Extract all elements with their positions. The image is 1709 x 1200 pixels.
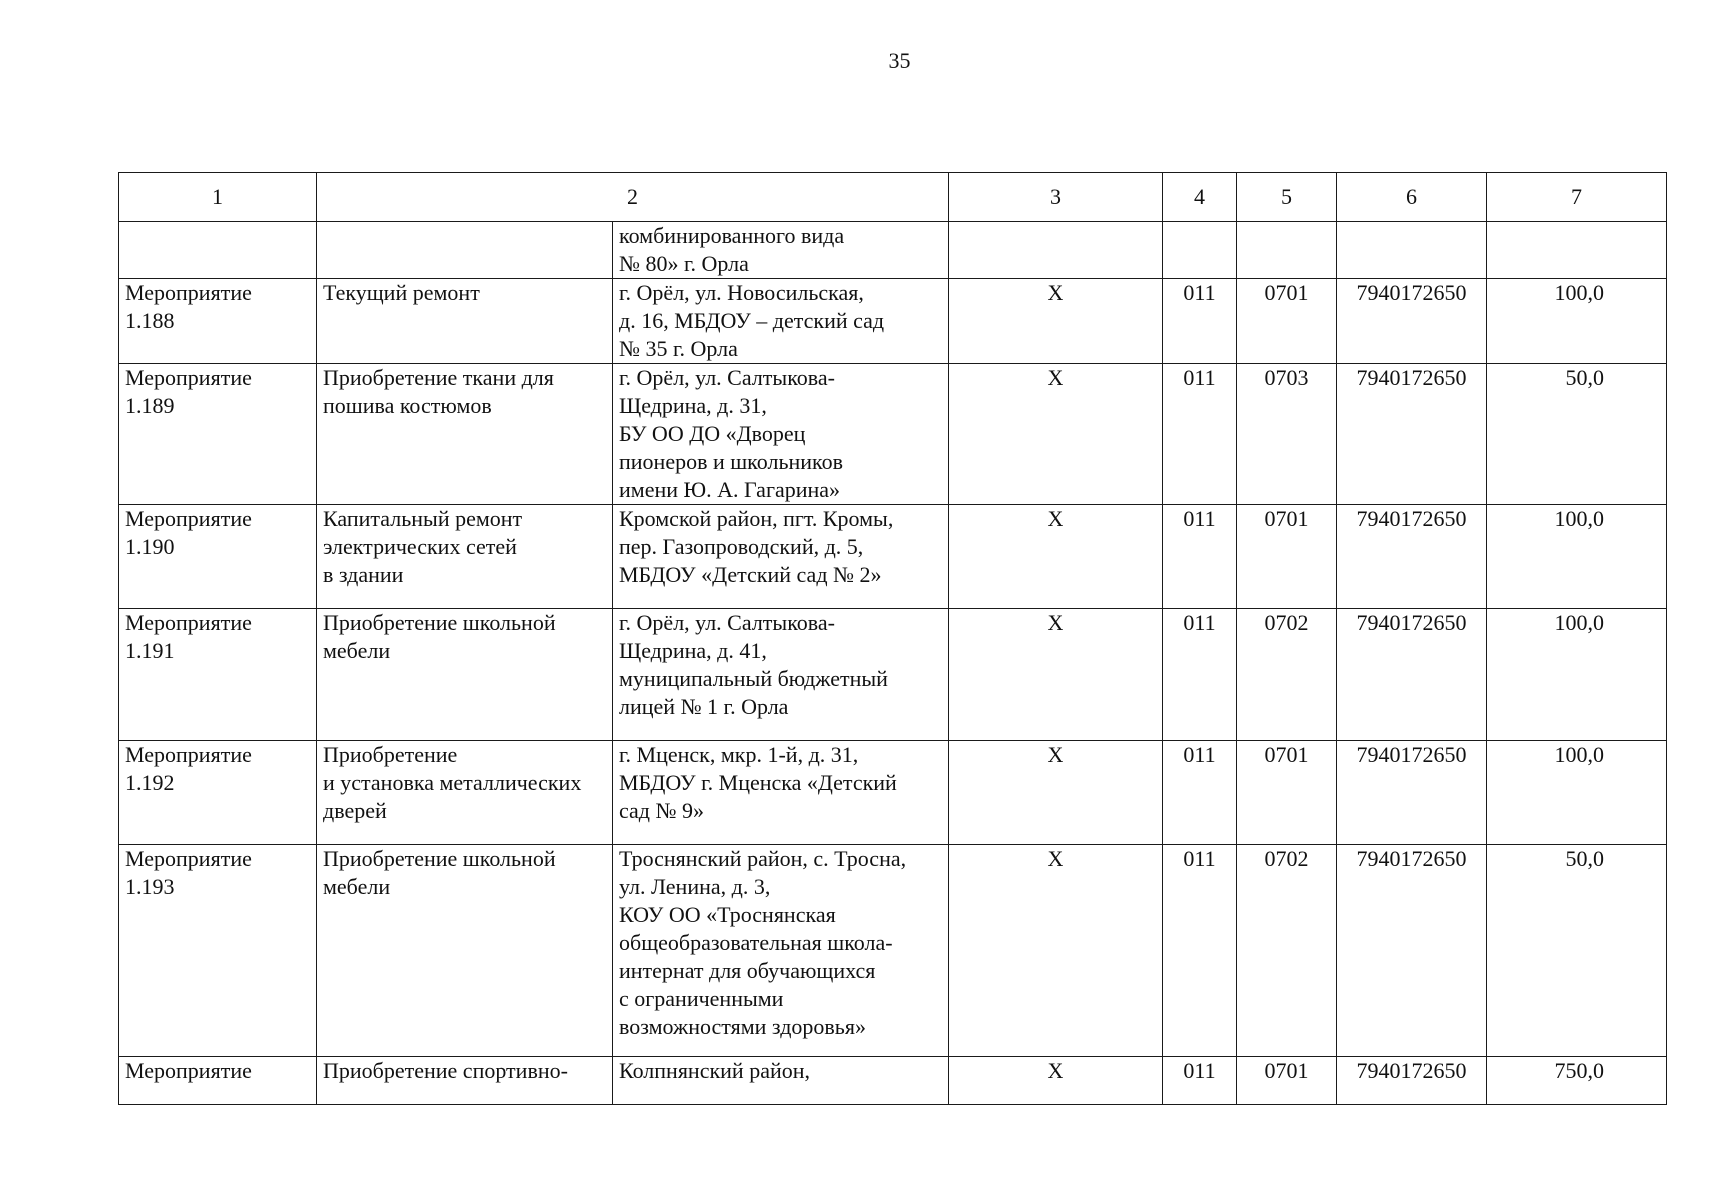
address-cell-line: Троснянский район, с. Тросна,	[619, 846, 907, 871]
col4-cell	[1163, 222, 1237, 279]
header-cell: 2	[317, 173, 949, 222]
event-cell	[119, 741, 317, 845]
col6-cell: 7940172650	[1337, 505, 1487, 609]
name-cell	[317, 279, 613, 364]
address-cell	[613, 609, 949, 741]
col3-cell: Х	[949, 279, 1163, 364]
address-cell-line: № 80» г. Орла	[619, 251, 749, 276]
address-cell-line: Щедрина, д. 31,	[619, 393, 767, 418]
col7-cell: 100,0	[1487, 741, 1667, 845]
name-cell-line: Текущий ремонт	[323, 280, 480, 305]
name-cell-line: Капитальный ремонт	[323, 506, 523, 531]
address-cell-line: пер. Газопроводский, д. 5,	[619, 534, 864, 559]
header-cell: 7	[1487, 173, 1667, 222]
address-cell	[613, 741, 949, 845]
col4-cell: 011	[1163, 845, 1237, 1057]
name-cell-line: мебели	[323, 874, 391, 899]
table-row	[119, 505, 1667, 609]
name-cell-line: дверей	[323, 798, 387, 823]
event-cell	[119, 609, 317, 741]
col7-cell: 100,0	[1487, 505, 1667, 609]
table-body	[119, 222, 1667, 1105]
col3-cell: Х	[949, 741, 1163, 845]
address-cell-line: с ограниченными	[619, 986, 784, 1011]
table-row	[119, 279, 1667, 364]
address-cell-line: БУ ОО ДО «Дворец	[619, 421, 806, 446]
event-cell-line: 1.192	[125, 770, 175, 795]
event-cell-line: Мероприятие	[125, 280, 252, 305]
header-cell: 6	[1337, 173, 1487, 222]
table-row	[119, 364, 1667, 505]
col3-cell: Х	[949, 1057, 1163, 1105]
table-row	[119, 1057, 1667, 1105]
event-cell-line: Мероприятие	[125, 365, 252, 390]
col7-cell: 100,0	[1487, 279, 1667, 364]
name-cell	[317, 505, 613, 609]
address-cell-line: имени Ю. А. Гагарина»	[619, 477, 841, 502]
address-cell-line: г. Орёл, ул. Новосильская,	[619, 280, 864, 305]
col5-cell: 0702	[1237, 609, 1337, 741]
table-row	[119, 609, 1667, 741]
event-cell-line: Мероприятие	[125, 846, 252, 871]
col3-cell	[949, 222, 1163, 279]
address-cell	[613, 505, 949, 609]
col6-cell: 7940172650	[1337, 609, 1487, 741]
address-cell-line: пионеров и школьников	[619, 449, 843, 474]
address-cell-line: Кромской район, пгт. Кромы,	[619, 506, 894, 531]
address-cell-line: комбинированного вида	[619, 223, 845, 248]
event-cell-line: 1.188	[125, 308, 175, 333]
event-cell	[119, 364, 317, 505]
table-row	[119, 222, 1667, 279]
col7-cell	[1487, 222, 1667, 279]
name-cell	[317, 845, 613, 1057]
name-cell	[317, 364, 613, 505]
col7-cell: 100,0	[1487, 609, 1667, 741]
header-row	[119, 173, 1667, 222]
event-cell-line: Мероприятие	[125, 506, 252, 531]
address-cell-line: г. Орёл, ул. Салтыкова-	[619, 610, 835, 635]
event-cell-line: 1.193	[125, 874, 175, 899]
col4-cell: 011	[1163, 505, 1237, 609]
address-cell-line: г. Мценск, мкр. 1-й, д. 31,	[619, 742, 859, 767]
address-cell	[613, 845, 949, 1057]
table-row	[119, 741, 1667, 845]
col3-cell: Х	[949, 505, 1163, 609]
event-cell	[119, 1057, 317, 1105]
event-cell-line: 1.190	[125, 534, 175, 559]
col4-cell: 011	[1163, 279, 1237, 364]
header-cell: 5	[1237, 173, 1337, 222]
col7-cell: 50,0	[1487, 845, 1667, 1057]
event-cell	[119, 845, 317, 1057]
event-cell-line: Мероприятие	[125, 742, 252, 767]
budget-table	[118, 172, 1667, 1105]
event-cell-line: 1.191	[125, 638, 175, 663]
address-cell-line: КОУ ОО «Троснянская	[619, 902, 836, 927]
address-cell-line: МБДОУ «Детский сад № 2»	[619, 562, 882, 587]
address-cell-line: МБДОУ г. Мценска «Детский	[619, 770, 897, 795]
event-cell	[119, 279, 317, 364]
name-cell	[317, 1057, 613, 1105]
event-cell-line: Мероприятие	[125, 1058, 252, 1083]
address-cell-line: № 35 г. Орла	[619, 336, 738, 361]
address-cell	[613, 279, 949, 364]
col7-cell: 750,0	[1487, 1057, 1667, 1105]
col4-cell: 011	[1163, 609, 1237, 741]
name-cell-line: Приобретение школьной	[323, 610, 556, 635]
address-cell-line: муниципальный бюджетный	[619, 666, 888, 691]
col3-cell: Х	[949, 364, 1163, 505]
name-cell-line: Приобретение спортивно-	[323, 1058, 568, 1083]
header-cell: 1	[119, 173, 317, 222]
address-cell	[613, 364, 949, 505]
event-cell	[119, 222, 317, 279]
address-cell-line: интернат для обучающихся	[619, 958, 876, 983]
name-cell	[317, 609, 613, 741]
address-cell	[613, 222, 949, 279]
col6-cell: 7940172650	[1337, 364, 1487, 505]
name-cell-line: Приобретение школьной	[323, 846, 556, 871]
address-cell-line: д. 16, МБДОУ – детский сад	[619, 308, 885, 333]
name-cell-line: в здании	[323, 562, 404, 587]
address-cell	[613, 1057, 949, 1105]
address-cell-line: Щедрина, д. 41,	[619, 638, 767, 663]
table-row	[119, 845, 1667, 1057]
col6-cell: 7940172650	[1337, 741, 1487, 845]
name-cell-line: Приобретение	[323, 742, 458, 767]
col6-cell: 7940172650	[1337, 845, 1487, 1057]
header-cell: 4	[1163, 173, 1237, 222]
name-cell-line: и установка металлических	[323, 770, 582, 795]
col4-cell: 011	[1163, 364, 1237, 505]
name-cell	[317, 222, 613, 279]
col6-cell: 7940172650	[1337, 279, 1487, 364]
name-cell-line: мебели	[323, 638, 391, 663]
address-cell-line: общеобразовательная школа-	[619, 930, 893, 955]
col7-cell: 50,0	[1487, 364, 1667, 505]
name-cell-line: электрических сетей	[323, 534, 517, 559]
event-cell	[119, 505, 317, 609]
header-cell: 3	[949, 173, 1163, 222]
name-cell	[317, 741, 613, 845]
address-cell-line: сад № 9»	[619, 798, 704, 823]
col5-cell	[1237, 222, 1337, 279]
col4-cell: 011	[1163, 741, 1237, 845]
col5-cell: 0703	[1237, 364, 1337, 505]
address-cell-line: Колпнянский район,	[619, 1058, 811, 1083]
name-cell-line: пошива костюмов	[323, 393, 492, 418]
col5-cell: 0702	[1237, 845, 1337, 1057]
col3-cell: Х	[949, 609, 1163, 741]
col6-cell	[1337, 222, 1487, 279]
address-cell-line: лицей № 1 г. Орла	[619, 694, 789, 719]
event-cell-line: Мероприятие	[125, 610, 252, 635]
address-cell-line: ул. Ленина, д. 3,	[619, 874, 771, 899]
col5-cell: 0701	[1237, 505, 1337, 609]
event-cell-line: 1.189	[125, 393, 175, 418]
col5-cell: 0701	[1237, 741, 1337, 845]
col5-cell: 0701	[1237, 1057, 1337, 1105]
col4-cell: 011	[1163, 1057, 1237, 1105]
col5-cell: 0701	[1237, 279, 1337, 364]
page-number: 35	[888, 48, 911, 73]
col3-cell: Х	[949, 845, 1163, 1057]
name-cell-line: Приобретение ткани для	[323, 365, 554, 390]
address-cell-line: г. Орёл, ул. Салтыкова-	[619, 365, 835, 390]
address-cell-line: возможностями здоровья»	[619, 1014, 866, 1039]
col6-cell: 7940172650	[1337, 1057, 1487, 1105]
